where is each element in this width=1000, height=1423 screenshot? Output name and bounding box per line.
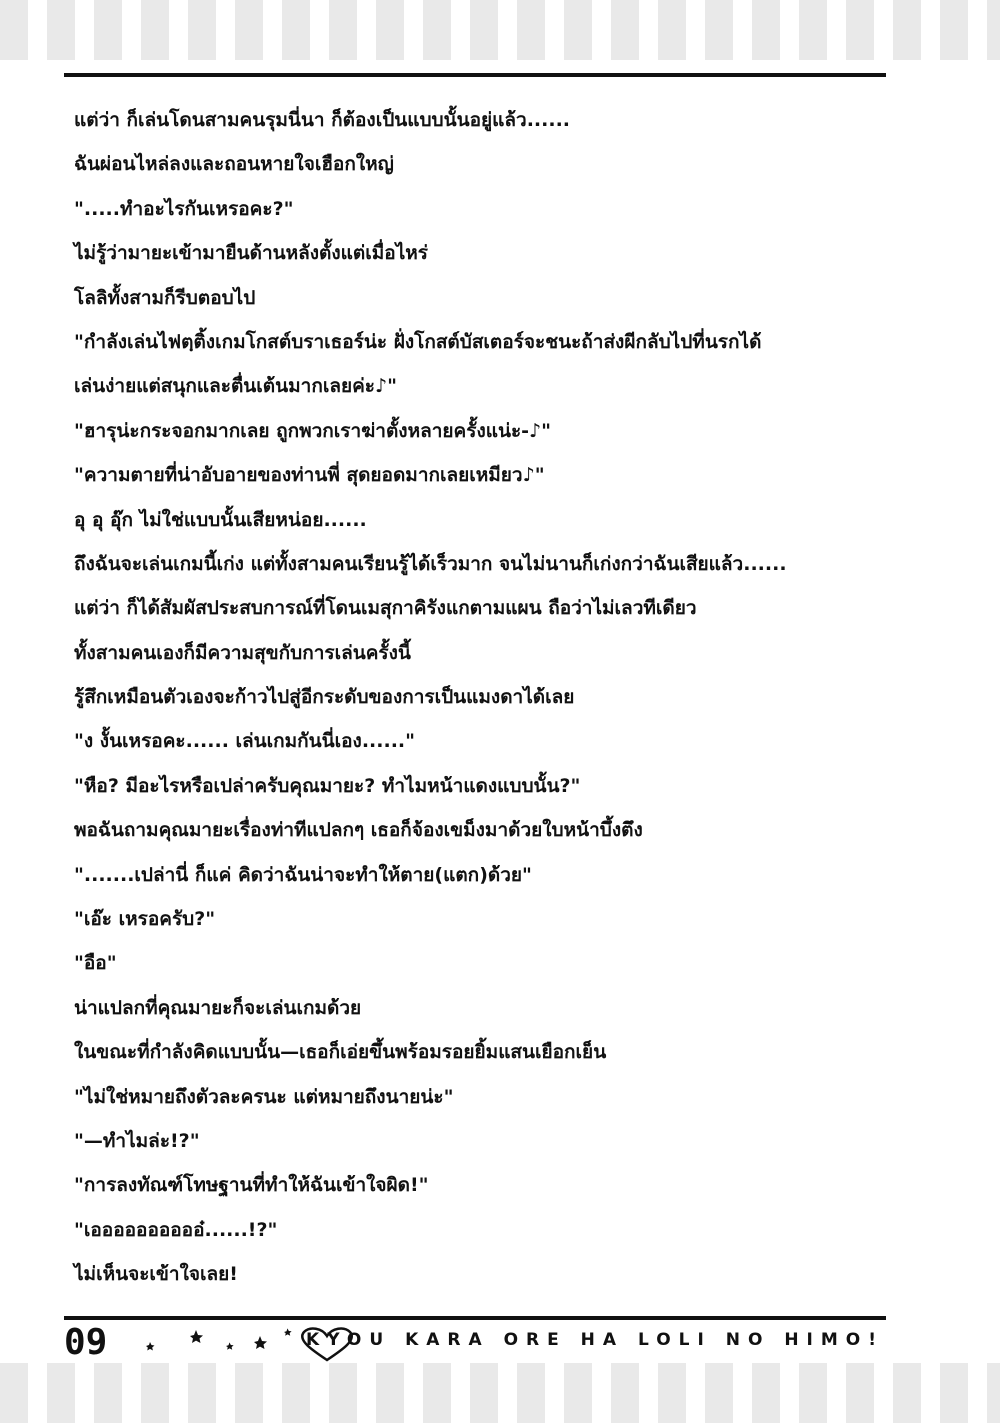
text-line: "ง งั้นเหรอคะ...... เล่นเกมกันนี่เอง......" <box>74 730 416 753</box>
novel-text-body <box>74 98 874 1297</box>
series-title: KYOU KARA ORE HA LOLI NO HIMO! <box>306 1330 884 1350</box>
star-icon <box>284 1328 292 1335</box>
text-line: ฉันผ่อนไหล่ลงและถอนหายใจเฮือกใหญ่ <box>74 153 394 176</box>
top-stripe-decoration <box>0 0 1000 60</box>
text-line: ไม่เห็นจะเข้าใจเลย! <box>74 1263 238 1286</box>
text-line: "—ทำไมล่ะ!?" <box>74 1129 200 1152</box>
text-line: "อือ" <box>74 952 117 975</box>
text-line: โลลิทั้งสามก็รีบตอบไป <box>74 286 256 309</box>
star-icon <box>190 1330 203 1343</box>
text-line: รู้สึกเหมือนตัวเองจะก้าวไปสู่อีกระดับของการเป็นแมงดาได้เลย <box>74 686 575 709</box>
text-line: "หือ? มีอะไรหรือเปล่าครับคุณมายะ? ทำไมหน้าแดงแบบนั้น?" <box>74 774 581 797</box>
text-line: "การลงทัณฑ์โทษฐานที่ทำให้ฉันเข้าใจผิด!" <box>74 1174 429 1197</box>
text-line: ".....ทำอะไรกันเหรอคะ?" <box>74 197 294 220</box>
text-line: "เออออออออออ๋......!?" <box>74 1218 278 1241</box>
bottom-divider <box>64 1316 886 1320</box>
text-line: แต่ว่า ก็เล่นโดนสามคนรุมนี่นา ก็ต้องเป็นแบบนั้นอยู่แล้ว...... <box>74 109 571 131</box>
star-icon <box>254 1336 267 1349</box>
text-line: "ไม่ใช่หมายถึงตัวละครนะ แต่หมายถึงนายน่ะ" <box>74 1085 454 1108</box>
text-line: เล่นง่ายแต่สนุกและตื่นเต้นมากเลยค่ะ♪" <box>74 375 398 398</box>
text-line: แต่ว่า ก็ได้สัมผัสประสบการณ์ที่โดนเมสุกาคิรังแกตามแผน ถือว่าไม่เลวทีเดียว <box>74 597 697 620</box>
star-icon <box>226 1342 234 1349</box>
text-line: อุ อุ อุ๊ก ไม่ใช่แบบนั้นเสียหน่อย...... <box>74 508 367 531</box>
top-divider <box>64 73 886 77</box>
text-line: "ฮารุน่ะกระจอกมากเลย ถูกพวกเราฆ่าตั้งหลายครั้งแน่ะ-♪" <box>74 419 552 442</box>
text-line: ในขณะที่กำลังคิดแบบนั้น—เธอก็เอ่ยขึ้นพร้อมรอยยิ้มแสนเยือกเย็น <box>74 1041 607 1064</box>
text-line: ถึงฉันจะเล่นเกมนี้เก่ง แต่ทั้งสามคนเรียนรู้ได้เร็วมาก จนไม่นานก็เก่งกว่าฉันเสียแล้ว...... <box>74 552 787 575</box>
star-icon <box>146 1342 155 1351</box>
page-number: 09 <box>64 1322 108 1363</box>
text-line: ทั้งสามคนเองก็มีความสุขกับการเล่นครั้งนี้ <box>74 641 411 664</box>
text-line: "กำลังเล่นไฟตฺติ้งเกมโกสต์บราเธอร์น่ะ ฝั่งโกสต์บัสเตอร์จะชนะถ้าส่งผีกลับไปที่นรกได้ <box>74 330 762 353</box>
page-footer <box>64 1322 886 1364</box>
text-line: "เอ๊ะ เหรอครับ?" <box>74 908 216 931</box>
bottom-stripe-decoration <box>0 1363 1000 1423</box>
text-line: ไม่รู้ว่ามายะเข้ามายืนด้านหลังตั้งแต่เมื่อไหร่ <box>74 242 428 265</box>
text-line: ".......เปล่านี่ ก็แค่ คิดว่าฉันน่าจะทำให้ตาย(แตก)ด้วย" <box>74 863 532 886</box>
text-line: พอฉันถามคุณมายะเรื่องท่าทีแปลกๆ เธอก็จ้องเขม็งมาด้วยใบหน้าบึ้งตึง <box>74 819 643 842</box>
text-line: น่าแปลกที่คุณมายะก็จะเล่นเกมด้วย <box>74 996 362 1019</box>
text-line: "ความตายที่น่าอับอายของท่านพี่ สุดยอดมากเลยเหมียว♪" <box>74 464 545 487</box>
